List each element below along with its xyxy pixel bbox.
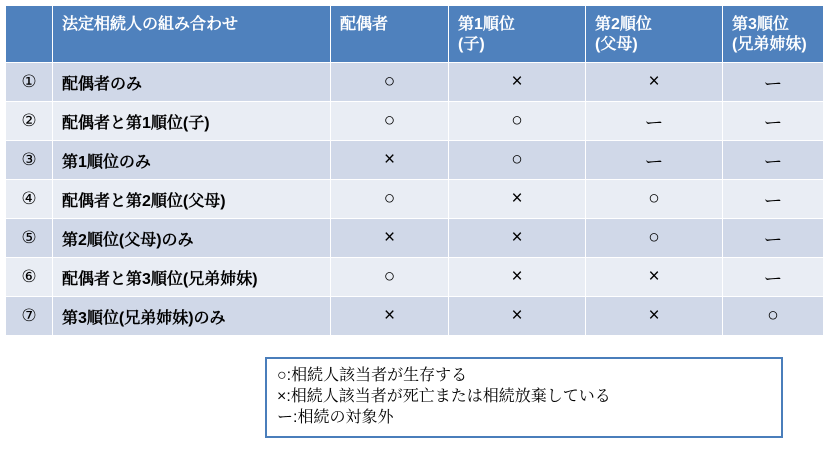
inheritance-table <box>5 5 823 336</box>
header-number <box>6 6 53 63</box>
header-third-rank <box>723 6 823 63</box>
status-spouse: × <box>331 219 449 258</box>
status-second-rank: ○ <box>586 180 723 219</box>
status-first-rank: ○ <box>449 141 586 180</box>
status-spouse: ○ <box>331 258 449 297</box>
status-first-rank: × <box>449 180 586 219</box>
legend-item-deceased-or-renounced: ×:相続人該当者が死亡または相続放棄している <box>277 388 611 405</box>
status-third-rank: ー <box>723 180 823 219</box>
legend-box <box>265 357 783 438</box>
row-label: 配偶者と第3順位(兄弟姉妹) <box>53 258 331 297</box>
status-spouse: × <box>331 141 449 180</box>
legend-item-not-applicable: ー:相続の対象外 <box>277 409 394 426</box>
header-second-rank-title: 第2順位 <box>595 16 652 33</box>
status-first-rank: × <box>449 258 586 297</box>
status-spouse: ○ <box>331 63 449 102</box>
row-label: 第2順位(父母)のみ <box>53 219 331 258</box>
status-third-rank: ○ <box>723 297 823 336</box>
row-label: 配偶者のみ <box>53 63 331 102</box>
row-number: ② <box>6 102 53 141</box>
header-spouse-label: 配偶者 <box>340 16 389 33</box>
row-label: 配偶者と第1順位(子) <box>53 102 331 141</box>
table-row <box>6 258 823 297</box>
table-row <box>6 297 823 336</box>
status-second-rank: × <box>586 258 723 297</box>
status-third-rank: ー <box>723 63 823 102</box>
status-second-rank: ー <box>586 102 723 141</box>
header-second-rank <box>586 6 723 63</box>
table-row <box>6 102 823 141</box>
header-third-rank-sub: (兄弟姉妹) <box>732 36 807 53</box>
row-number: ⑥ <box>6 258 53 297</box>
status-second-rank: ー <box>586 141 723 180</box>
table-row <box>6 219 823 258</box>
header-combination <box>53 6 331 63</box>
header-second-rank-sub: (父母) <box>595 36 638 53</box>
status-first-rank: × <box>449 219 586 258</box>
status-third-rank: ー <box>723 258 823 297</box>
table-header-row <box>6 6 823 63</box>
legend-item-alive: ○:相続人該当者が生存する <box>277 367 468 384</box>
row-label: 配偶者と第2順位(父母) <box>53 180 331 219</box>
row-label: 第3順位(兄弟姉妹)のみ <box>53 297 331 336</box>
header-first-rank-sub: (子) <box>458 36 485 53</box>
status-second-rank: × <box>586 297 723 336</box>
status-spouse: ○ <box>331 102 449 141</box>
row-number: ③ <box>6 141 53 180</box>
status-third-rank: ー <box>723 141 823 180</box>
status-first-rank: × <box>449 63 586 102</box>
table-row <box>6 63 823 102</box>
status-spouse: × <box>331 297 449 336</box>
header-spouse <box>331 6 449 63</box>
header-first-rank <box>449 6 586 63</box>
status-third-rank: ー <box>723 219 823 258</box>
row-number: ① <box>6 63 53 102</box>
status-spouse: ○ <box>331 180 449 219</box>
header-combination-label: 法定相続人の組み合わせ <box>62 16 239 33</box>
status-second-rank: × <box>586 63 723 102</box>
header-third-rank-title: 第3順位 <box>732 16 789 33</box>
header-first-rank-title: 第1順位 <box>458 16 515 33</box>
row-number: ④ <box>6 180 53 219</box>
row-number: ⑤ <box>6 219 53 258</box>
status-first-rank: × <box>449 297 586 336</box>
status-first-rank: ○ <box>449 102 586 141</box>
table-row <box>6 180 823 219</box>
status-third-rank: ー <box>723 102 823 141</box>
table-row <box>6 141 823 180</box>
row-label: 第1順位のみ <box>53 141 331 180</box>
status-second-rank: ○ <box>586 219 723 258</box>
row-number: ⑦ <box>6 297 53 336</box>
